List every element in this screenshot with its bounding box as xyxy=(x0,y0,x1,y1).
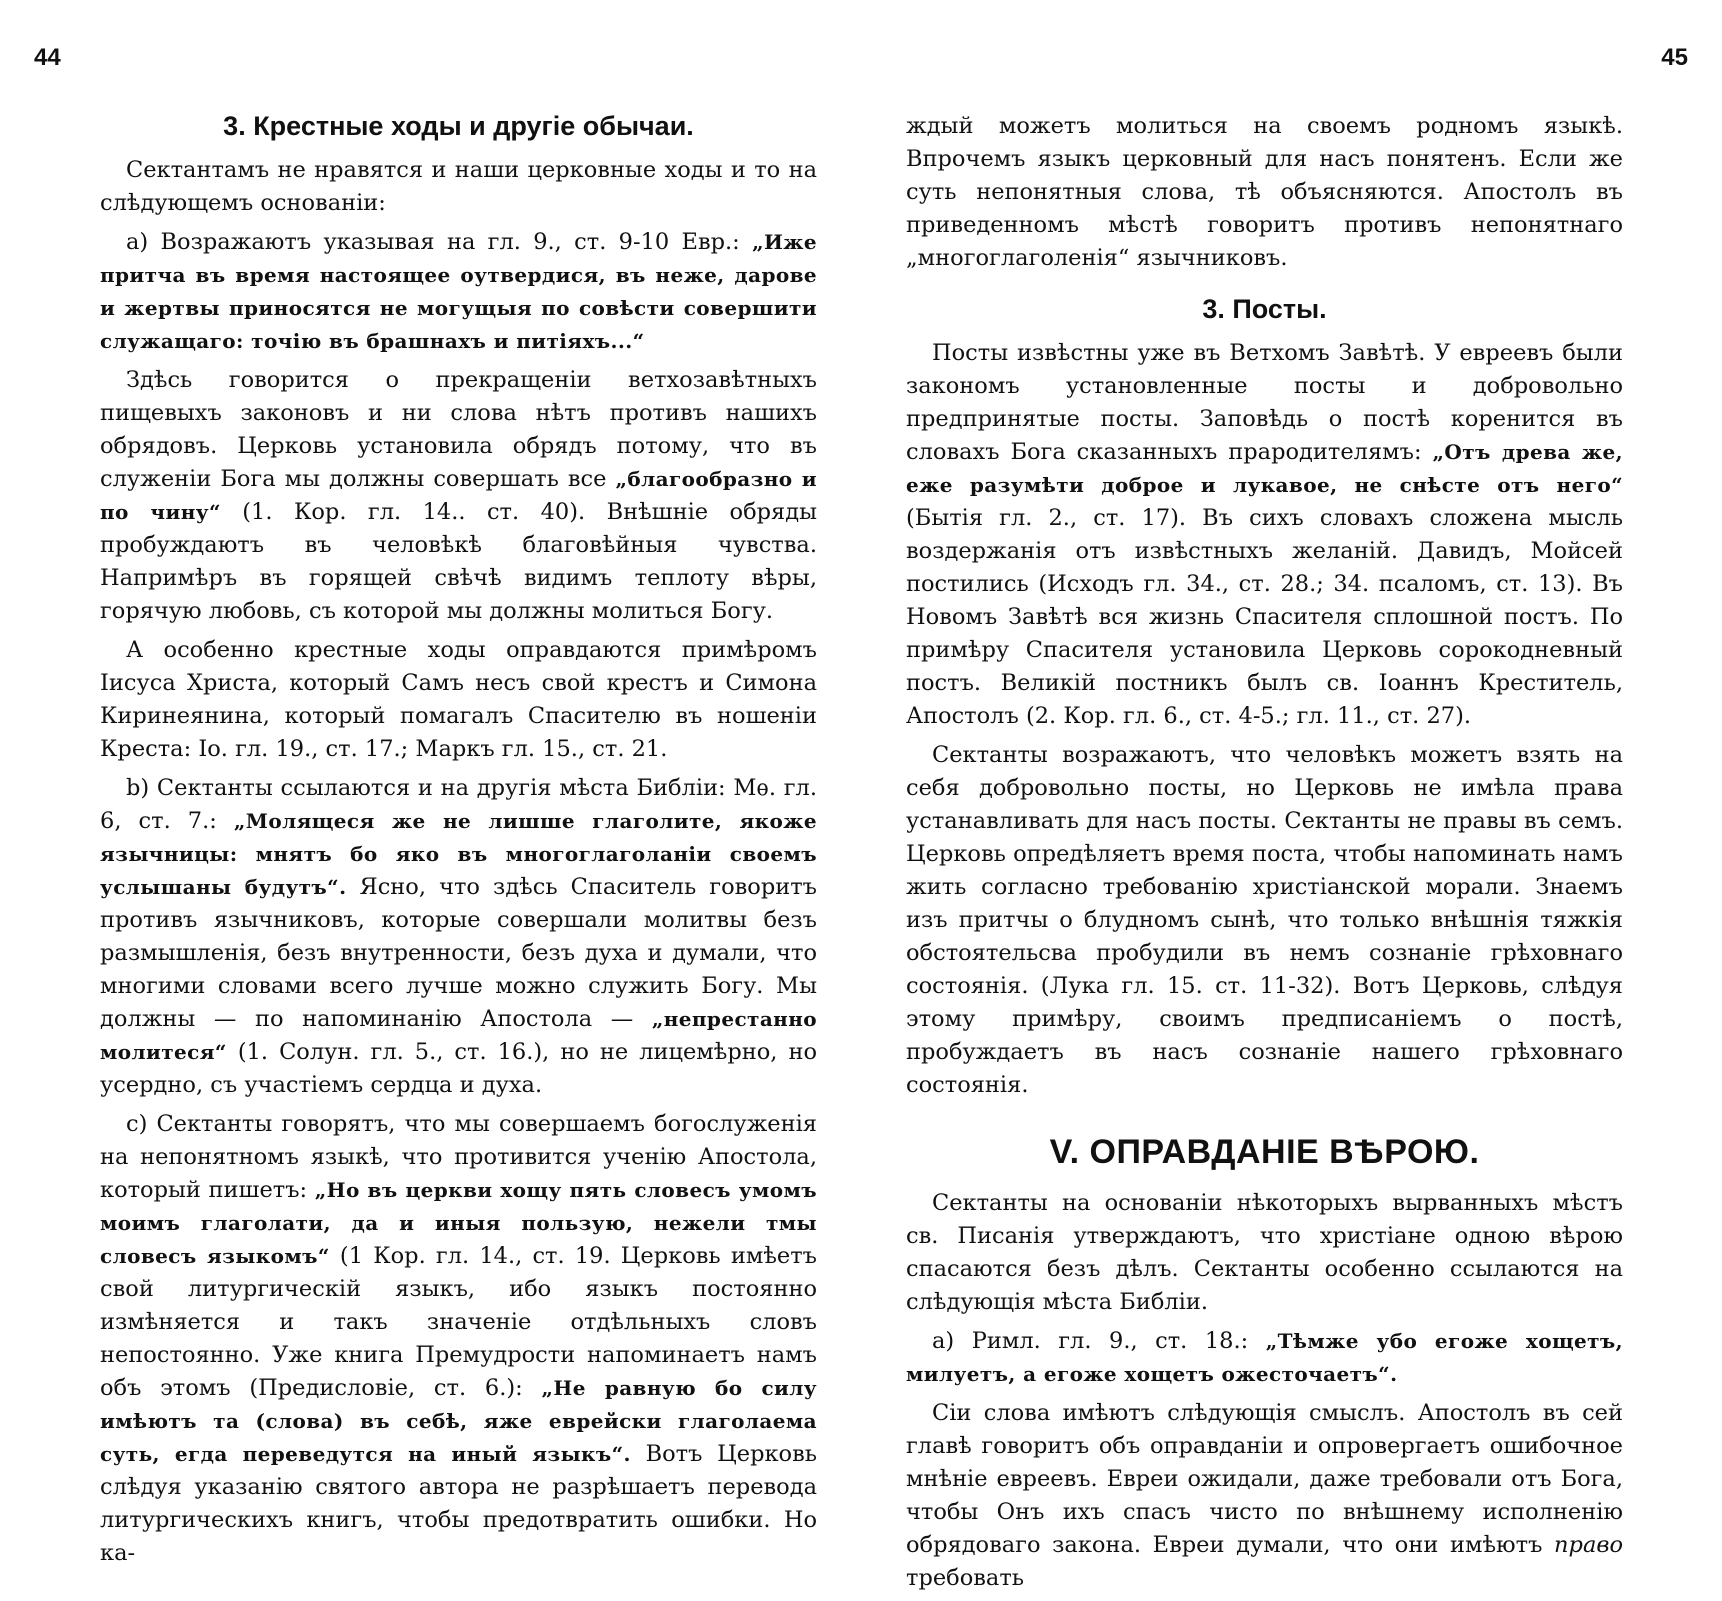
paragraph-objection-b-text-2: Ясно, что здѣсь Спаситель говоритъ противъ язычниковъ, которые совершали молитвы безъ размышленія, безъ внутренности, безъ духа и думали, что многими словами всего лучше можно служить Богу. Мы должны — по напоминанію Апостола — xyxy=(100,874,817,1033)
paragraph-fasts-1-text-2: (Бытія гл. 2., ст. 17). Въ сихъ словахъ сложена мысль воздержанія отъ извѣстныхъ желаній. Давидъ, Мойсей постились (Исходъ гл. 34., ст. 28.; 34. псаломъ, ст. 13). Въ Новомъ Завѣтѣ вся жизнь Спасителя сплошной постъ. По примѣру Спасителя установила Церковь сорокодневный постъ. Великій постникъ былъ св. Іоаннъ Креститель, Апостолъ (2. Кор. гл. 6., ст. 4-5.; гл. 11., ст. 27). xyxy=(906,505,1623,730)
left-page xyxy=(0,0,861,1567)
left-text-block xyxy=(100,92,817,1576)
paragraph-faith-a xyxy=(906,1325,1623,1391)
right-text-block xyxy=(906,110,1623,1601)
paragraph-fasts-1 xyxy=(906,337,1623,733)
paragraph-objection-c-text-2: (1 Кор. гл. 14., ст. 19. Церковь имѣетъ свой литургическій языкъ, ибо языкъ постоянно измѣняется и такъ значеніе отдѣльныхъ словъ непостоянно. Уже книга Премудрости напоминаетъ намъ объ этомъ (Предисловіе, ст. 6.): xyxy=(100,1243,817,1402)
right-page xyxy=(861,0,1722,1592)
paragraph-faith-2 xyxy=(906,1397,1623,1595)
scripture-quote-romans: „Тѣмже убо егоже хощетъ, милуетъ, а егоже хощетъ ожесточаетъ“. xyxy=(906,1329,1624,1387)
paragraph-processions: А особенно крестные ходы оправдаются примѣромъ Іисуса Христа, который Самъ несъ свой крестъ и Симона Киринеянина, который помагалъ Спасителю въ ношеніи Креста: Іо. гл. 19., ст. 17.; Маркъ гл. 15., ст. 21. xyxy=(100,637,817,763)
paragraph-rites-text-2: (1. Кор. гл. 14.. ст. 40). Внѣшніе обряды пробуждаютъ въ человѣкѣ благовѣйныя чувства. Напримѣръ въ горящей свѣчѣ видимъ теплоту вѣры, горячую любовь, съ которой мы должны молиться Богу. xyxy=(100,499,817,625)
chapter-heading-justification: V. ОПРАВДАНІЕ ВѢРОЮ. xyxy=(1049,1133,1480,1172)
paragraph-objection-c-text: с) Сектанты говорятъ, что мы совершаемъ богослуженія на непонятномъ языкѣ, что противится ученію Апостола, который пишетъ: xyxy=(100,1111,817,1204)
paragraph-faith-2-text-2: требовать xyxy=(906,1565,1025,1592)
scripture-quote-matthew: „Молящеся же не лишше глаголите, якоже язычницы: мнятъ бо яко въ многоглаголаніи своемъ услышаны будутъ“. xyxy=(100,809,817,900)
paragraph-objection-b-text-3: (1. Солун. гл. 5., ст. 16.), но не лицемѣрно, но усердно, съ участіемъ сердца и духа. xyxy=(100,1039,817,1099)
section-heading-processions: 3. Крестные ходы и другіе обычаи. xyxy=(223,111,694,141)
page-number-left: 44 xyxy=(34,44,61,71)
paragraph-objection-a-text: а) Возражаютъ указывая на гл. 9., ст. 9-10 Евр.: xyxy=(126,229,753,256)
italic-word-right: право xyxy=(1554,1532,1623,1559)
paragraph-continuation: ждый можетъ молиться на своемъ родномъ языкѣ. Впрочемъ языкъ церковный для насъ понятенъ. Если же суть непонятныя слова, тѣ объясняются. Апостолъ въ приведенномъ мѣстѣ говоритъ противъ непонятнаго „многоглаголенія“ язычниковъ. xyxy=(906,113,1623,271)
paragraph-objection-b-text: b) Сектанты ссылаются и на другія мѣста Библіи: Мѳ. гл. 6, ст. 7.: xyxy=(100,775,817,835)
paragraph-objection-c-text-3: Вотъ Церковь слѣдуя указанію святого автора не разрѣшаетъ перевода литургическихъ книгъ, чтобы предотвратить ошибки. Но ка- xyxy=(100,1441,817,1567)
paragraph-faith-2-text: Сіи слова имѣютъ слѣдующія смыслъ. Апостолъ въ сей главѣ говоритъ объ оправданіи и опровергаетъ ошибочное мнѣніе евреевъ. Евреи ожидали, даже требовали отъ Бога, чтобы Онъ ихъ спасъ чисто по внѣшнему исполненію обрядоваго закона. Евреи думали, что они имѣютъ xyxy=(906,1400,1623,1559)
scripture-quote-thessalonians: „непрестанно молитеся“ xyxy=(100,1007,817,1065)
paragraph-objection-b xyxy=(100,772,817,1102)
scripture-quote-corinthians: „благообразно и по чину“ xyxy=(100,467,817,525)
paragraph-fasts-2: Сектанты возражаютъ, что человѣкъ можетъ взять на себя добровольно посты, но Церковь не имѣла права устанавливать для насъ посты. Сектанты не правы въ семъ. Церковь опредѣляетъ время поста, чтобы напоминать намъ жить согласно требованію христіанской морали. Знаемъ изъ притчы о блудномъ сынѣ, что только внѣшнія тяжкія обстоятельсва пробудили въ немъ сознаніе грѣховнаго состоянія. (Лука гл. 15. ст. 11-32). Вотъ Церковь, слѣдуя этому примѣру, своимъ предписаніемъ о постѣ, пробуждаетъ въ насъ сознаніе нашего грѣховнаго состоянія. xyxy=(906,742,1623,1099)
scripture-quote-genesis: „Отъ древа же, еже разумѣти доброе и лукавое, не снѣсте отъ него“ xyxy=(906,440,1623,498)
page-number-right: 45 xyxy=(1661,44,1688,71)
section-heading-fasts: 3. Посты. xyxy=(1202,294,1327,324)
scripture-quote-corinthians-2: „Но въ церкви хощу пять словесъ умомъ моимъ глаголати, да и иныя пользую, нежели тмы словесъ языкомъ“ xyxy=(100,1178,817,1269)
paragraph-faith-1: Сектанты на основаніи нѣкоторыхъ вырванныхъ мѣстъ св. Писанія утверждаютъ, что христіане одною вѣрою спасаются безъ дѣлъ. Сектанты особенно ссылаются на слѣдующія мѣста Библіи. xyxy=(906,1190,1623,1316)
paragraph-objection-c xyxy=(100,1108,817,1570)
paragraph-fasts-1-text: Посты извѣстны уже въ Ветхомъ Завѣтѣ. У евреевъ были закономъ установленные посты и добровольно предпринятые посты. Заповѣдь о постѣ коренится въ словахъ Бога сказанныхъ прародителямъ: xyxy=(906,340,1623,466)
paragraph-intro: Сектантамъ не нравятся и наши церковные ходы и то на слѣдующемъ основаніи: xyxy=(100,157,817,217)
scripture-quote-hebrews: „Иже притча въ время настоящее оутвердися, въ неже, дарове и жертвы приносятся не могущыя по совѣсти совершити служащаго: точію въ брашнахъ и питіяхъ...“ xyxy=(100,230,817,354)
paragraph-rites-text: Здѣсь говорится о прекращеніи ветхозавѣтныхъ пищевыхъ законовъ и ни слова нѣтъ противъ нашихъ обрядовъ. Церковь установила обрядъ потому, что въ служеніи Бога мы должны совершать все xyxy=(100,367,817,493)
paragraph-faith-a-text: а) Римл. гл. 9., ст. 18.: xyxy=(932,1328,1266,1355)
paragraph-rites xyxy=(100,364,817,628)
scripture-quote-wisdom: „Не равную бо силу имѣютъ та (слова) въ себѣ, яже еврейски глаголаема суть, егда переведутся на иный языкъ“. xyxy=(100,1376,817,1467)
paragraph-objection-a xyxy=(100,226,817,358)
